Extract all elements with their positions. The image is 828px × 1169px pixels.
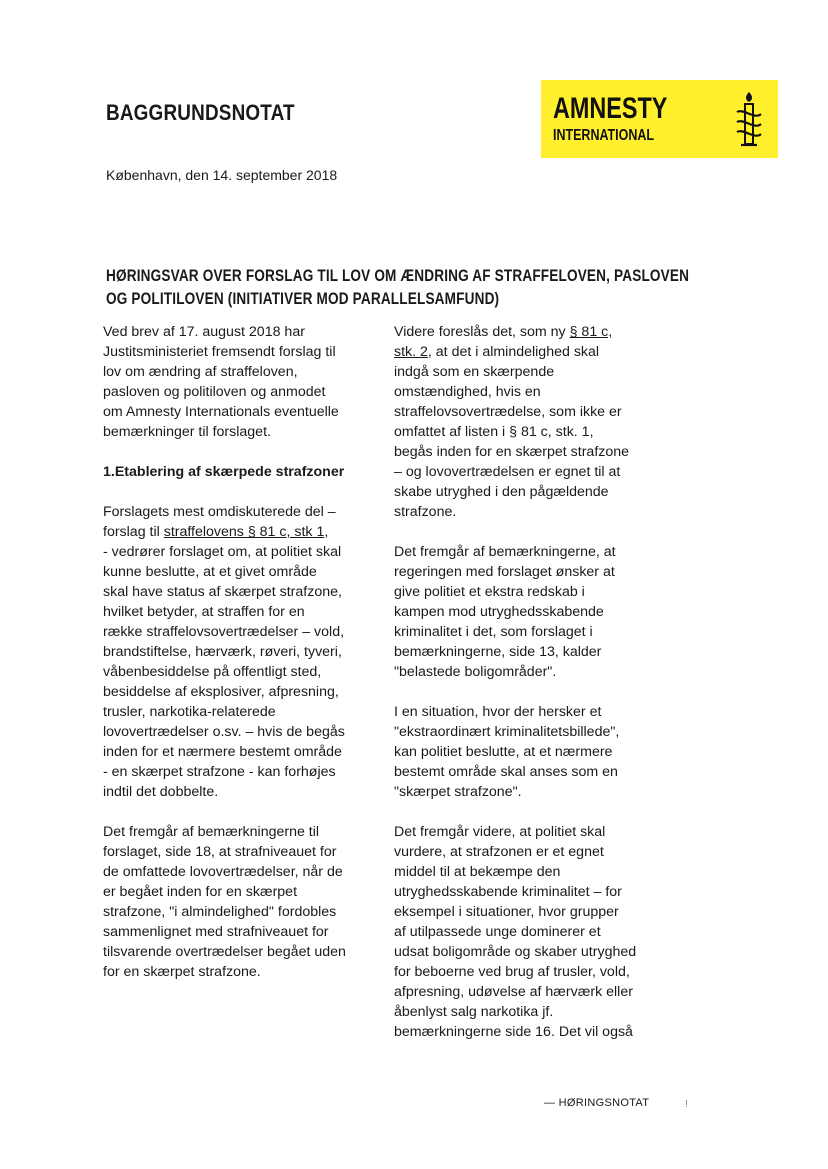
paragraph-81c-stk2: Videre foreslås det, som ny § 81 c, stk. 2, at det i almindelighed skal indgå som en skærpende omstændighed, hvis en straffelovsovertrædelse, som ikke er omfattet af listen i § 81 c, stk. 1, begås inden for en skærpet strafzone – og lovovertrædelsen er egnet til at skabe utryghed i den pågældende strafzone. [394,324,630,520]
paragraph-situation: I en situation, hvor der hersker et "ekstraordinært kriminalitetsbillede", kan politiet beslutte, at et nærmere bestemt område skal anses som en "skærpet strafzone". [394,704,620,800]
footer-label: — HØRINGSNOTAT [544,1097,650,1109]
candle-barbed-wire-icon [731,90,767,148]
law-reference-stk2: stk. 2 [394,344,428,360]
logo-text-international: INTERNATIONAL [553,127,654,144]
title-line-2: OG POLITILOVEN (INITIATIVER MOD PARALLELSAMFUND) [106,289,500,308]
right-column [394,322,656,1062]
footer-mark: ! [685,1099,688,1110]
document-type-heading: BAGGRUNDSNOTAT [106,100,295,125]
document-title [106,264,730,310]
amnesty-logo [541,80,778,158]
paragraph-regeringen: Det fremgår af bemærkningerne, at regeringen med forslaget ønsker at give politiet et ekstra redskab i kampen mod utryghedsskabende kriminalitet i det, som forslaget i bemærkningerne, side 13, kalder "belastede boligområder". [394,544,616,680]
title-line-1: HØRINGSVAR OVER FORSLAG TIL LOV OM ÆNDRING AF STRAFFELOVEN, PASLOVEN [106,266,690,285]
intro-paragraph: Ved brev af 17. august 2018 har Justitsministeriet fremsendt forslag til lov om ændring af straffeloven, pasloven og politiloven og anmodet om Amnesty Internationals eventuelle bemærkninger til forslaget. [103,324,339,440]
date-line: København, den 14. september 2018 [106,167,338,183]
law-reference-81c: § 81 c, [569,324,613,340]
logo-text-amnesty: AMNESTY [553,92,668,125]
left-column [103,322,371,1002]
law-reference-81c-stk1: straffelovens § 81 c, stk 1 [163,524,325,540]
paragraph-strafniveau: Det fremgår af bemærkningerne til forslaget, side 18, at strafniveauet for de omfattede lovovertrædelser, når de er begået inden for en skærpet strafzone, "i almindelighed" fordobles sammenlignet med strafniveauet for tilsvarende overtrædelser begået uden for en skærpet strafzone. [103,824,346,980]
paragraph-vurdering: Det fremgår videre, at politiet skal vurdere, at strafzonen er et egnet middel til at bekæmpe den utryghedsskabende kriminalitet – for eksempel i situationer, hvor grupper af utilpassede unge dominerer et udsat boligområde og skaber utryghed for beboerne ved brug af trusler, vold, afpresning, udøvelse af hærværk eller åbenlyst salg narkotika jf. bemærkningerne side 16. Det vil også [394,824,637,1040]
paragraph-strafzoner: Forslagets mest omdiskuterede del – forslag til straffelovens § 81 c, stk 1, - vedrører forslaget om, at politiet skal kunne beslutte, at et givet område skal have status af skærpet strafzone, hvilket betyder, at straffen for en række straffelovsovertrædelser – vold, brandstiftelse, hærværk, røveri, tyveri, våbenbesiddelse på offentligt sted, besiddelse af eksplosiver, afpresning, trusler, narkotika-relaterede lovovertrædelser o.sv. – hvis de begås inden for et nærmere bestemt område - en skærpet strafzone - kan forhøjes indtil det dobbelte. [103,504,345,800]
section-heading: 1.Etablering af skærpede strafzoner [103,464,345,480]
